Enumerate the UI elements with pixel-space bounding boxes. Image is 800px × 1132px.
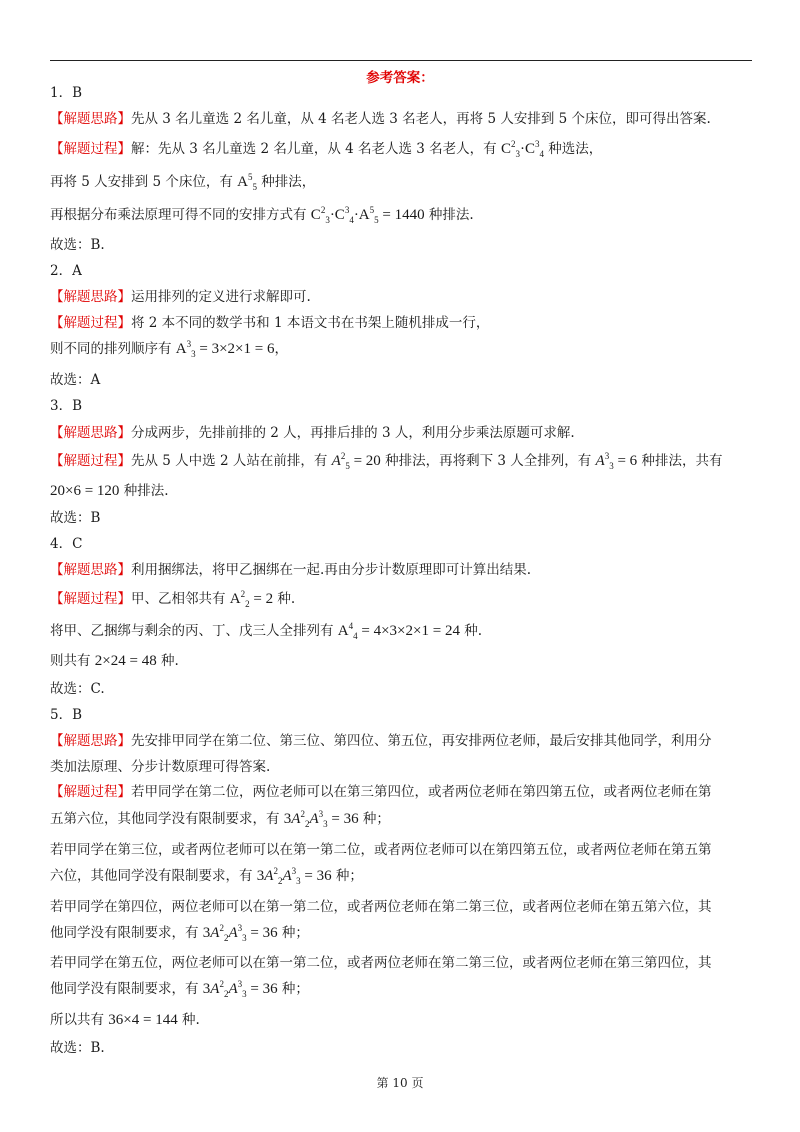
text-segment: 种排法，共有 [637, 453, 723, 469]
text-segment: 种； [358, 811, 390, 827]
text-segment: 种. [459, 623, 483, 639]
text-line [50, 288, 752, 306]
text-segment: 种； [277, 925, 309, 941]
text-line [50, 84, 752, 102]
text-line [50, 590, 752, 608]
text-line [50, 340, 752, 358]
section-label: 【解题思路】 [50, 289, 131, 305]
text-line [50, 452, 752, 470]
text-segment: 种排法. [119, 483, 169, 499]
text-segment: 种. [273, 591, 296, 607]
math-expression: $A^2_2 = 2$ [229, 589, 274, 609]
section-label: 【解题思路】 [50, 111, 131, 127]
text-line [50, 424, 752, 442]
text-segment: 则不同的排列顺序有 [50, 341, 176, 357]
text-segment: 分成两步，先排前排的 2 人，再排后排的 3 人，利用分步乘法原题可求解. [131, 425, 575, 441]
text-segment: 种排法，再将剩下 3 人全排列，有 [380, 453, 596, 469]
text-segment: 若甲同学在第三位，或者两位老师可以在第一第二位，或者两位老师可以在第四第五位，或者两位老师在第五第 [50, 842, 712, 858]
text-segment: 先从 5 人中选 2 人站在前排，有 [131, 453, 332, 469]
text-segment: 利用捆绑法，将甲乙捆绑在一起.再由分步计数原理即可计算出结果. [131, 562, 532, 578]
math-expression: $A^5_5$ [237, 172, 257, 192]
text-segment: 故选：B. [50, 1040, 105, 1056]
text-line [50, 841, 752, 859]
text-segment: 种； [331, 868, 363, 884]
text-segment: 种排法. [424, 207, 474, 223]
text-segment: 种选法， [544, 141, 603, 157]
math-expression: $3A^2_2A^3_3 = 36$ [202, 979, 278, 999]
text-line [50, 482, 752, 500]
text-segment: 故选：B [50, 510, 101, 526]
text-line [50, 680, 752, 698]
text-line [50, 783, 752, 801]
text-segment: 种. [177, 1012, 200, 1028]
text-segment: 类加法原理、分步计数原理可得答案. [50, 759, 271, 775]
math-expression: 2×24 = 48 [94, 653, 157, 669]
text-segment: 种排法， [256, 174, 316, 190]
text-line [50, 652, 752, 670]
text-segment: 若甲同学在第五位，两位老师可以在第一第二位，或者两位老师在第二第三位，或者两位老师在第三第四位，其 [50, 955, 712, 971]
text-segment: 六位，其他同学没有限制要求，有 [50, 868, 257, 884]
math-expression: $C^2_3\cdot C^3_4$ [500, 139, 544, 159]
text-line [50, 954, 752, 972]
text-segment: 种； [277, 981, 309, 997]
text-segment: ， [274, 341, 288, 357]
math-expression: $A^3_3 = 3\times 2\times 1 = 6$ [175, 339, 275, 359]
math-expression: $3A^2_2A^3_3 = 36$ [202, 923, 278, 943]
text-line [50, 262, 752, 280]
section-label: 【解题过程】 [50, 141, 131, 157]
text-segment: 若甲同学在第二位，两位老师可以在第三第四位，或者两位老师在第四第五位，或者两位老师在第 [131, 784, 712, 800]
text-segment: 先安排甲同学在第二位、第三位、第四位、第五位，再安排两位老师，最后安排其他同学，利用分 [131, 733, 712, 749]
text-segment: 3．B [50, 398, 83, 414]
text-line [50, 140, 752, 158]
text-segment: 运用排列的定义进行求解即可. [131, 289, 311, 305]
text-line [50, 206, 752, 224]
text-line [50, 371, 752, 389]
math-expression: $3A^2_2A^3_3 = 36$ [283, 809, 359, 829]
text-segment: 所以共有 [50, 1012, 109, 1028]
text-line [50, 535, 752, 553]
text-segment: 他同学没有限制要求，有 [50, 981, 203, 997]
section-label: 【解题过程】 [50, 591, 131, 607]
text-line [50, 509, 752, 527]
page-title: 参考答案： [366, 70, 434, 86]
text-segment: 将 2 本不同的数学书和 1 本语文书在书架上随机排成一行， [131, 315, 490, 331]
text-segment: 种. [156, 653, 179, 669]
text-segment: 他同学没有限制要求，有 [50, 925, 203, 941]
math-expression: 20×6 = 120 [50, 483, 120, 499]
math-expression: $C^2_3\cdot C^3_4\cdot A^5_5 = 1440$ [310, 205, 425, 225]
text-segment: 4．C [50, 536, 83, 552]
text-line [50, 1011, 752, 1029]
text-line [50, 924, 752, 942]
text-segment: 再将 5 人安排到 5 个床位，有 [50, 174, 238, 190]
text-line [50, 898, 752, 916]
text-line [50, 980, 752, 998]
text-segment: 再根据分布乘法原理可得不同的安排方式有 [50, 207, 311, 223]
top-rule [50, 60, 752, 61]
section-label: 【解题思路】 [50, 733, 131, 749]
text-line [50, 758, 752, 776]
text-segment: 将甲、乙捆绑与剩余的丙、丁、戊三人全排列有 [50, 623, 338, 639]
text-segment: 1．B [50, 85, 83, 101]
math-expression: 36×4 = 144 [108, 1012, 178, 1028]
text-segment: 故选：A [50, 372, 101, 388]
text-segment: 解：先从 3 名儿童选 2 名儿童，从 4 名老人选 3 名老人，有 [131, 141, 501, 157]
text-segment: 先从 3 名儿童选 2 名儿童，从 4 名老人选 3 名老人，再将 5 人安排到 5 个床位，即可得出答案. [131, 111, 711, 127]
section-label: 【解题思路】 [50, 425, 131, 441]
text-segment: 五第六位，其他同学没有限制要求，有 [50, 811, 284, 827]
text-segment: 故选：C. [50, 681, 105, 697]
text-line [50, 397, 752, 415]
text-line [50, 561, 752, 579]
text-line [50, 1039, 752, 1057]
text-line [50, 810, 752, 828]
text-line [50, 706, 752, 724]
page-number: 第 10 页 [376, 1076, 424, 1090]
section-label: 【解题过程】 [50, 315, 131, 331]
text-line [50, 867, 752, 885]
text-line [50, 732, 752, 750]
math-expression: $A^2_5 = 20$ [331, 451, 381, 471]
math-expression: $A^4_4 = 4\times 3\times 2\times 1 = 24$ [337, 621, 460, 641]
section-label: 【解题思路】 [50, 562, 131, 578]
text-segment: 2．A [50, 263, 82, 279]
section-label: 【解题过程】 [50, 453, 131, 469]
math-expression: $3A^2_2A^3_3 = 36$ [256, 866, 332, 886]
text-segment: 5．B [50, 707, 83, 723]
text-line [50, 110, 752, 128]
text-line [50, 314, 752, 332]
text-line [50, 173, 752, 191]
section-label: 【解题过程】 [50, 784, 131, 800]
text-segment: 若甲同学在第四位，两位老师可以在第一第二位，或者两位老师在第二第三位，或者两位老师在第五第六位，其 [50, 899, 712, 915]
text-line [50, 622, 752, 640]
math-expression: $A^3_3 = 6$ [595, 451, 638, 471]
text-segment: 则共有 [50, 653, 95, 669]
text-segment: 甲、乙相邻共有 [131, 591, 230, 607]
text-line [50, 236, 752, 254]
text-segment: 故选：B. [50, 237, 105, 253]
